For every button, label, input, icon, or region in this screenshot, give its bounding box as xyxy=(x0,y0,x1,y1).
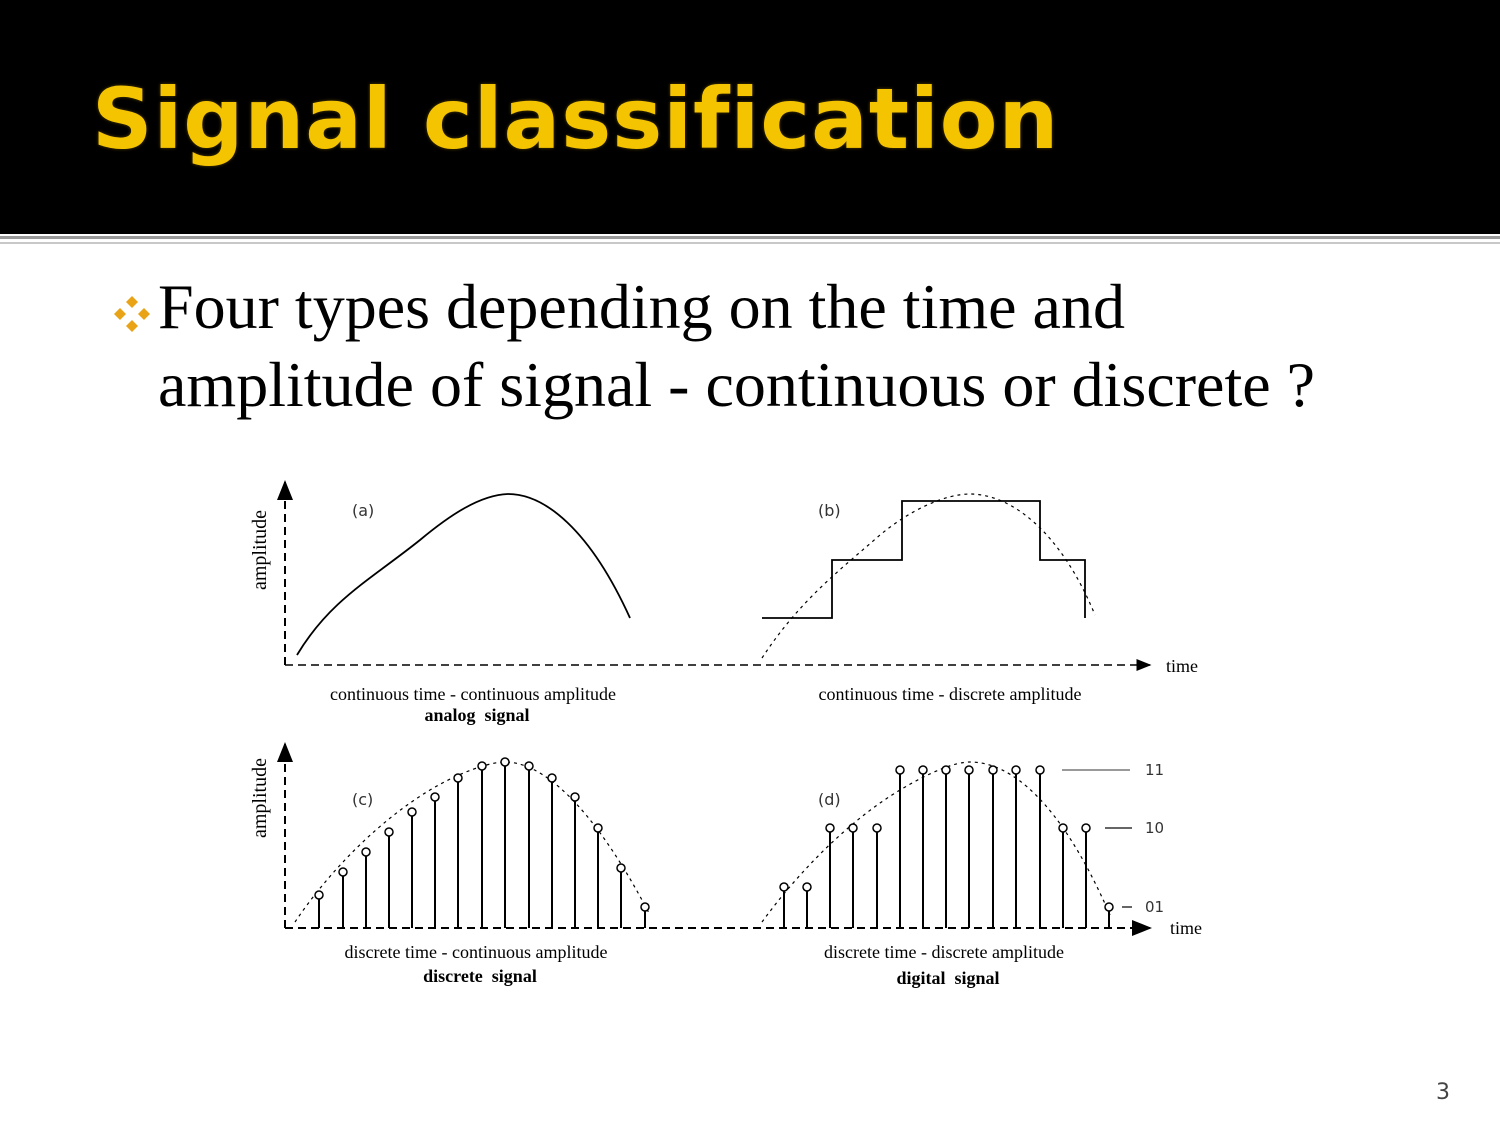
reference-curve-d xyxy=(762,762,1110,922)
discrete-sample-marker xyxy=(362,848,370,856)
panel-d-tag: (d) xyxy=(818,790,841,809)
divider-line xyxy=(0,236,1500,239)
discrete-sample-marker xyxy=(408,808,416,816)
panel-c-caption: discrete time - continuous amplitude xyxy=(344,942,608,962)
panel-d-name: digital signal xyxy=(896,968,1000,988)
level-label-10: 10 xyxy=(1145,819,1165,837)
digital-sample-marker xyxy=(1059,824,1067,832)
x-axis-label-top: time xyxy=(1166,656,1198,676)
discrete-samples xyxy=(315,758,649,928)
reference-curve-c xyxy=(295,762,650,922)
divider-line-secondary xyxy=(0,242,1500,244)
digital-sample-marker xyxy=(826,824,834,832)
digital-sample-marker xyxy=(1036,766,1044,774)
level-label-01: 01 xyxy=(1145,898,1165,916)
discrete-sample-marker xyxy=(385,828,393,836)
panel-a-name: analog signal xyxy=(424,705,530,725)
y-axis-label-top: amplitude xyxy=(249,510,271,590)
discrete-sample-marker xyxy=(525,762,533,770)
discrete-sample-marker xyxy=(431,793,439,801)
staircase-signal xyxy=(762,501,1085,618)
title-bar xyxy=(0,0,1500,234)
discrete-sample-marker xyxy=(594,824,602,832)
diamond-bullet-icon xyxy=(110,290,154,334)
bullet-text xyxy=(158,268,1458,424)
digital-sample-marker xyxy=(1105,903,1113,911)
digital-sample-marker xyxy=(849,824,857,832)
panel-b-caption: continuous time - discrete amplitude xyxy=(818,684,1082,704)
discrete-sample-marker xyxy=(339,868,347,876)
discrete-sample-marker xyxy=(315,891,323,899)
reference-curve-b xyxy=(762,494,1095,658)
digital-sample-marker xyxy=(919,766,927,774)
panel-a-tag: (a) xyxy=(352,501,375,520)
discrete-sample-marker xyxy=(548,774,556,782)
discrete-sample-marker xyxy=(571,793,579,801)
digital-sample-marker xyxy=(965,766,973,774)
analog-curve xyxy=(297,494,630,655)
discrete-sample-marker xyxy=(478,762,486,770)
panel-d-caption: discrete time - discrete amplitude xyxy=(824,942,1064,962)
panel-c-tag: (c) xyxy=(352,790,374,809)
digital-sample-marker xyxy=(896,766,904,774)
discrete-sample-marker xyxy=(617,864,625,872)
digital-sample-marker xyxy=(803,883,811,891)
level-label-11: 11 xyxy=(1145,761,1165,779)
panel-c-name: discrete signal xyxy=(423,966,537,986)
discrete-sample-marker xyxy=(454,774,462,782)
slide-title: Signal classification xyxy=(92,70,1060,168)
panel-b-tag: (b) xyxy=(818,501,841,520)
digital-sample-marker xyxy=(1012,766,1020,774)
panel-a-caption: continuous time - continuous amplitude xyxy=(330,684,616,704)
digital-sample-marker xyxy=(1082,824,1090,832)
discrete-sample-marker xyxy=(641,903,649,911)
digital-sample-marker xyxy=(942,766,950,774)
signal-classification-diagram xyxy=(230,470,1230,1000)
bullet-line-2: amplitude of signal - continuous or discrete ? xyxy=(158,349,1316,420)
x-axis-label-bottom: time xyxy=(1170,918,1202,938)
page-number: 3 xyxy=(1436,1080,1450,1105)
discrete-sample-marker xyxy=(501,758,509,766)
y-axis-label-bottom: amplitude xyxy=(249,758,271,838)
bullet-line-1: Four types depending on the time and xyxy=(158,271,1125,342)
digital-sample-marker xyxy=(873,824,881,832)
digital-sample-marker xyxy=(989,766,997,774)
digital-sample-marker xyxy=(780,883,788,891)
